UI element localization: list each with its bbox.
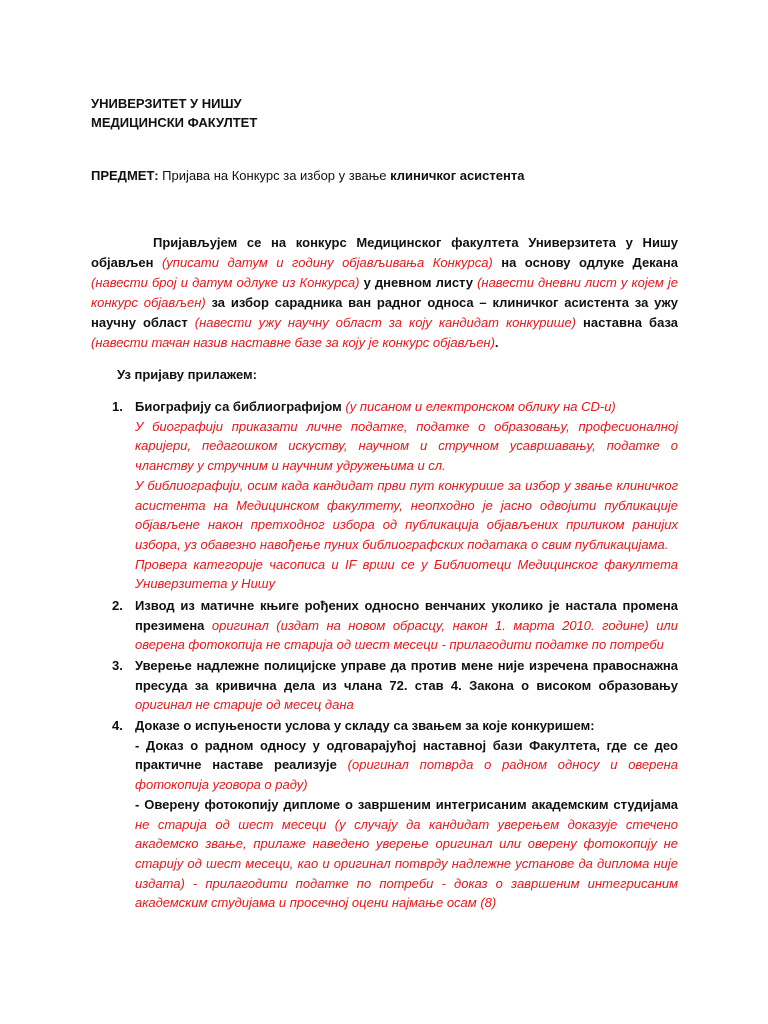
application-paragraph (91, 233, 678, 352)
item-note: (оригинал потврда о радном односу и оверена фотокопија уговора о раду) (135, 757, 679, 793)
subject-label: ПРЕДМЕТ: (91, 168, 159, 183)
item-note: не старија од шест месеци (у случају да кандидат уверењем доказује стечено академско звање, прилаже наведено уверење оригинал или оверену фотокопију не старију од шест месеци, као и оригинал потврду надлежне установе да диплома није издата) - прилагодити податке по потреби - доказ о завршеним интегрисаним академским студијама и просечној оцени најмање осам (8) (135, 816, 678, 911)
item-subtitle: - Доказ о радном односу у одговарајућој наставној бази Факултета, где се део практичне наставе реализује (135, 737, 678, 773)
list-item (135, 397, 678, 594)
list-item (135, 716, 678, 913)
item-number: 2. (112, 598, 123, 613)
paragraph-text: Пријављујем се на конкурс Медицинског факултета Универзитета у Нишу објављен (91, 235, 678, 270)
faculty-name: МЕДИЦИНСКИ ФАКУЛТЕТ (91, 115, 258, 130)
item-title: Уверење надлежне полицијске управе да против мене није изречена правоснажна пресуда за кривична дела из члана 72. став 4. Закона о високом образовању (135, 658, 678, 693)
placeholder-decision: (навести број и датум одлуке из Конкурса) (91, 274, 360, 290)
item-note: У биографији приказати личне податке, податке о образовању, професионалној каријери, педагошком искуству, научном и стручном усавршавању, податке о чланству у стручним и научним удружењима и сл. (135, 418, 678, 474)
paragraph-text: у дневном листу (359, 274, 478, 290)
attachments-intro: Уз пријаву прилажем: (117, 367, 257, 382)
subject-position: клиничког асистента (390, 168, 525, 183)
university-name: УНИВЕРЗИТЕТ У НИШУ (91, 96, 242, 111)
placeholder-base: (навести тачан назив наставне базе за коју је конкурс објављен) (91, 334, 495, 350)
placeholder-newspaper: (навести дневни лист у којем је конкурс објављен) (91, 274, 678, 310)
item-number: 1. (112, 399, 123, 414)
item-note: оригинал (издат на новом обрасцу, након 1. марта 2010. године) или оверена фотокопија не старија од шест месеци - прилагодити податке по потреби (135, 617, 678, 653)
item-subtitle: - Оверену фотокопију дипломе о завршеним интегрисаним академским студијама (135, 796, 678, 812)
item-note: У библиографији, осим када кандидат први пут конкурише за избор у звање клиничког асистента на Медицинском факултету, неопходно је јасно одвојити публикације објављене након претходног избора од публикација објављених приликом ранијих избора, уз обавезно навођење пуних библиографских података о свим публикацијама. (135, 477, 678, 552)
item-note: Провера категорије часописа и IF врши се у Библиотеци Медицинског факултета Универзитета у Нишу (135, 556, 678, 592)
placeholder-field: (навести ужу научну област за коју кандидат конкурише) (194, 314, 577, 330)
paragraph-text: наставна база (576, 314, 678, 330)
item-number: 4. (112, 718, 123, 733)
subject-text: Пријава на Конкурс за избор у звање (158, 168, 391, 183)
item-title: Биографију са библиографијом (135, 399, 342, 414)
subject-line (91, 166, 524, 186)
paragraph-text: за избор сарадника ван радног односа – клиничког асистента за ужу научну област (91, 294, 678, 330)
item-note: оригинал не старије од месец дана (135, 697, 354, 713)
item-note: (у писаном и електронском облику на CD-u) (341, 399, 616, 414)
list-item (135, 656, 678, 715)
item-title: Извод из матичне књиге рођених односно венчаних уколико је настала промена презимена (135, 598, 678, 633)
paragraph-text: . (494, 334, 499, 350)
item-title: Доказе о испуњености услова у складу са звањем за које конкуришем: (135, 718, 595, 733)
item-number: 3. (112, 658, 123, 673)
placeholder-date: (уписати датум и годину објављивања Конкурса) (161, 254, 493, 270)
paragraph-text: на основу одлуке Декана (492, 254, 678, 270)
list-item (135, 596, 678, 655)
